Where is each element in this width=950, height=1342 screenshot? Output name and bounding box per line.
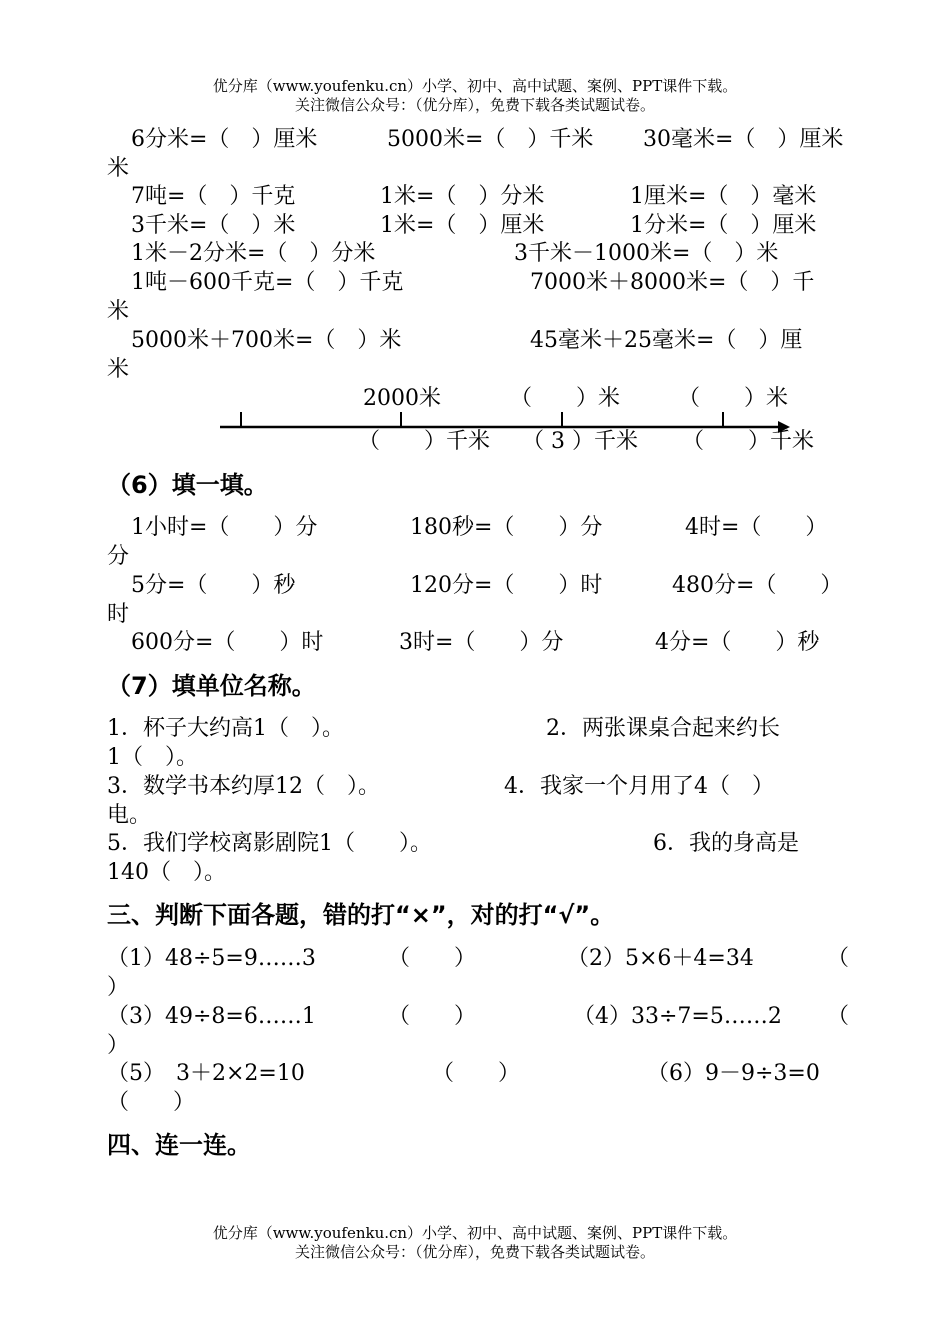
conversion-item: 5000米=（ ）千米 [387,127,594,152]
judge-row-1-wrap: ） [107,975,130,1000]
conversion-row-1-wrap: 米 [107,156,130,181]
time-item: 1小时=（ ）分 [131,515,318,540]
conversion-item: 3千米=（ ）米 [131,213,296,238]
time-item: 3时=（ ）分 [399,630,564,655]
unit-row-1-wrap: 1（ ）。 [107,745,198,770]
judge-blank: （ ） [432,1061,521,1086]
conversion-row-6-wrap: 米 [107,357,130,382]
judge-item: （6）9－9÷3=0 [647,1061,820,1086]
section-4-title: 四、连一连。 [107,1131,251,1159]
footer-line-2: 关注微信公众号：（优分库），免费下载各类试题试卷。 [294,1243,655,1261]
unit-item: 4．我家一个月用了4（ ） [504,774,774,799]
unit-item: 1．杯子大约高1（ ）。 [107,716,344,741]
time-item: 4分=（ ）秒 [655,630,820,655]
judge-item: （1）48÷5=9……3 [107,946,316,971]
numberline-bottom-label: （ ）千米 [358,429,491,454]
time-row-2-wrap: 时 [107,602,130,627]
conversion-item: 1分米=（ ）厘米 [630,213,817,238]
conversion-item: 3千米－1000米=（ ）米 [514,241,779,266]
unit-item: 2．两张课桌合起来约长 [546,716,780,741]
conversion-item: 7000米＋8000米=（ ）千 [530,270,815,295]
judge-item: （4）33÷7=5……2 [573,1004,782,1029]
numberline-top-label: （ ）米 [510,386,621,411]
judge-blank: （ [827,1004,850,1029]
conversion-item: 30毫米=（ ）厘米 [643,127,844,152]
unit-row-3-wrap: 140（ ）。 [107,860,226,885]
judge-item: （5） 3＋2×2=10 [107,1061,305,1086]
numberline-top-label: 2000米 [363,386,441,411]
unit-row-2-wrap: 电。 [107,803,152,828]
conversion-item: 1米－2分米=（ ）分米 [131,241,376,266]
conversion-item: 7吨=（ ）千克 [131,184,296,209]
time-item: 120分=（ ）时 [410,573,603,598]
judge-blank: （ [827,946,850,971]
judge-blank: （ ） [388,946,477,971]
unit-item: 5．我们学校离影剧院1（ ）。 [107,831,432,856]
section-3-title: 三、判断下面各题，错的打“×”，对的打“√”。 [107,901,615,929]
time-item: 600分=（ ）时 [131,630,324,655]
conversion-item: 1米=（ ）分米 [380,184,545,209]
judge-row-2-wrap: ） [107,1033,130,1058]
time-item: 480分=（ ） [672,573,843,598]
conversion-row-5-wrap: 米 [107,299,130,324]
conversion-item: 1厘米=（ ）毫米 [630,184,817,209]
unit-item: 3．数学书本约厚12（ ）。 [107,774,380,799]
time-item: 180秒=（ ）分 [410,515,603,540]
conversion-item: 1米=（ ）厘米 [380,213,545,238]
judge-item: （3）49÷8=6……1 [107,1004,316,1029]
judge-row-3-wrap: （ ） [107,1090,196,1115]
unit-item: 6．我的身高是 [653,831,799,856]
numberline-bottom-label: （ 3 ）千米 [522,429,638,454]
judge-blank: （ ） [388,1004,477,1029]
conversion-item: 45毫米＋25毫米=（ ）厘 [530,328,803,353]
conversion-item: 1吨－600千克=（ ）千克 [131,270,404,295]
numberline-bottom-label: （ ）千米 [682,429,815,454]
header-line-2: 关注微信公众号：（优分库），免费下载各类试题试卷。 [294,96,655,114]
judge-item: （2）5×6＋4=34 [567,946,754,971]
conversion-item: 5000米＋700米=（ ）米 [131,328,402,353]
section-6-title: （6）填一填。 [107,471,268,499]
footer-line-1: 优分库（www.youfenku.cn）小学、初中、高中试题、案例、PPT课件下载。 [212,1224,738,1242]
section-7-title: （7）填单位名称。 [107,672,316,700]
time-row-1-wrap: 分 [107,544,130,569]
time-item: 4时=（ ） [685,515,828,540]
conversion-item: 6分米=（ ）厘米 [131,127,318,152]
time-item: 5分=（ ）秒 [131,573,296,598]
header-line-1: 优分库（www.youfenku.cn）小学、初中、高中试题、案例、PPT课件下载。 [212,77,738,95]
numberline-top-label: （ ）米 [678,386,789,411]
